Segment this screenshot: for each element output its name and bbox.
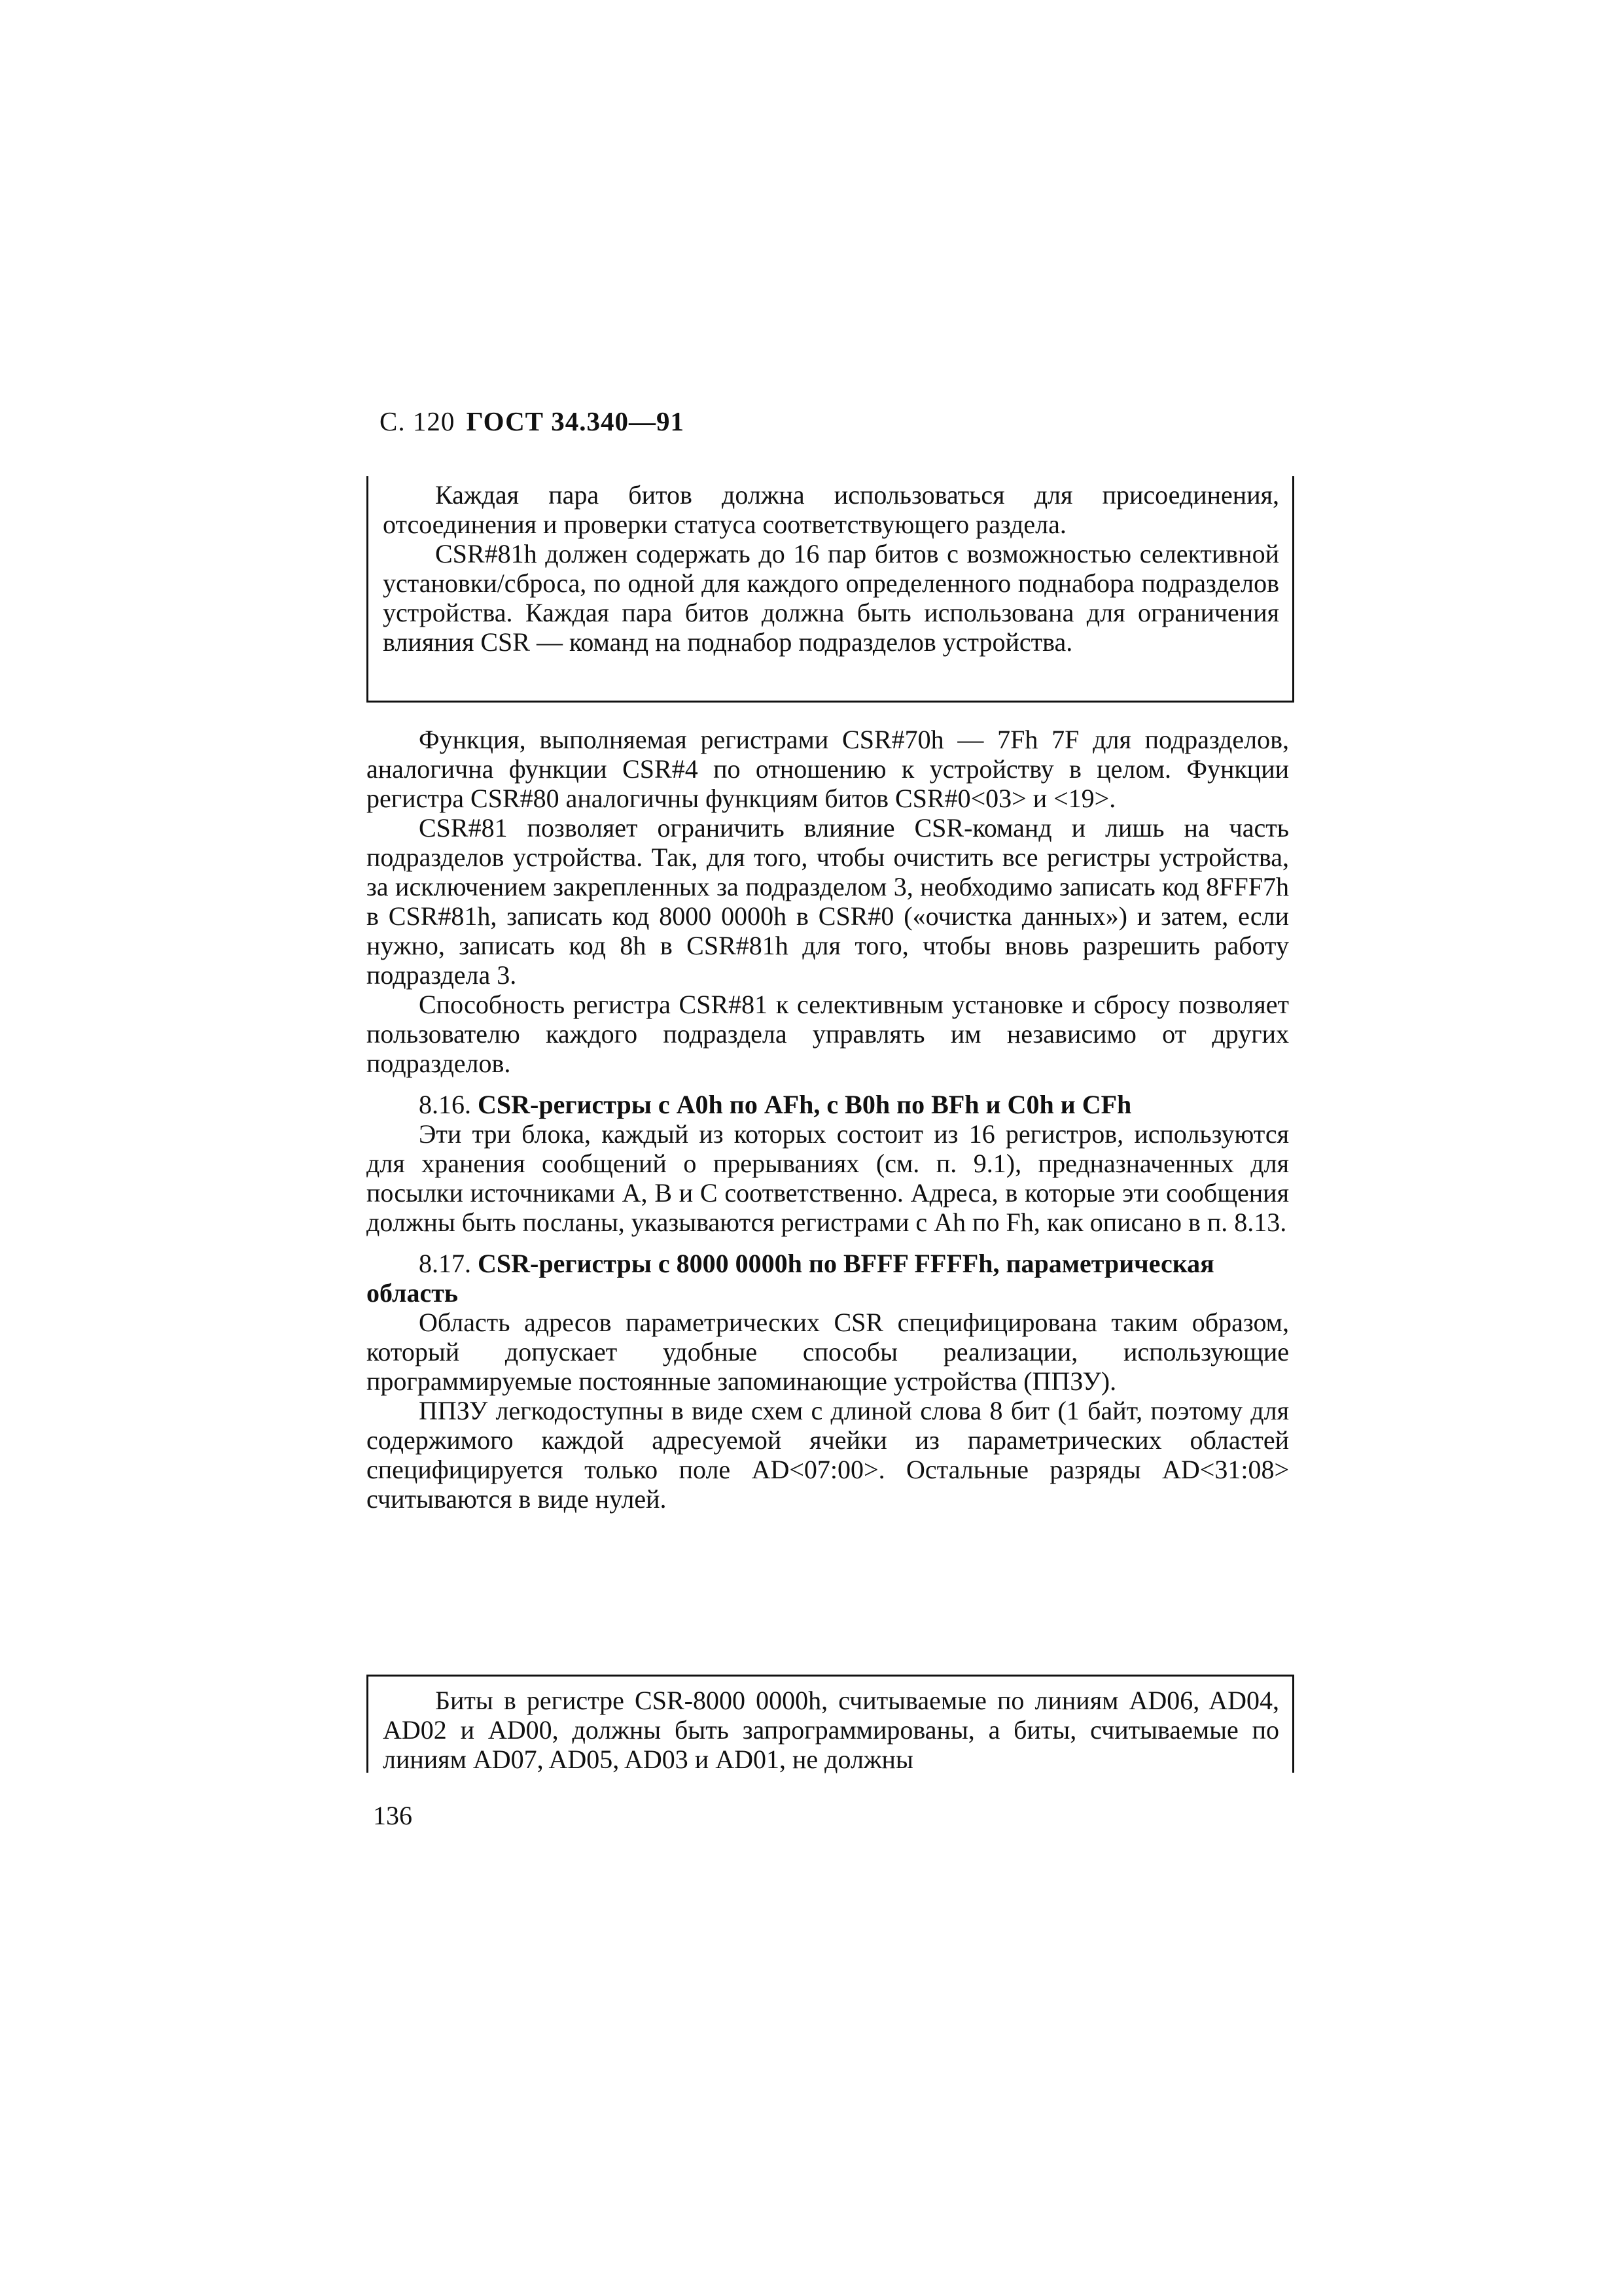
boxed-text-top xyxy=(366,476,1294,703)
section-number: 8.16. xyxy=(419,1090,471,1119)
boxed-text-bottom xyxy=(366,1675,1294,1773)
section-heading-8-16 xyxy=(366,1090,1289,1119)
section-title: CSR-регистры с A0h по AFh, с B0h по BFh и C0h и CFh xyxy=(478,1090,1132,1119)
page-header xyxy=(380,406,684,437)
standard-code: ГОСТ 34.340—91 xyxy=(466,406,685,436)
section-heading-8-17 xyxy=(366,1249,1289,1308)
box-top-paragraph-2: CSR#81h должен содержать до 16 пар битов с возможностью селективной установки/сброса, по одной для каждого определенного поднабора подразделов устройства. Каждая пара битов должна быть использована для ограничения влияния CSR — команд на поднабор подразделов устройства. xyxy=(383,539,1279,657)
paragraph-ppzu: ППЗУ легкодоступны в виде схем с длиной слова 8 бит (1 байт, поэтому для содержимого каждой адресуемой ячейки из параметрических областей специфицируется только поле AD<07:00>. Остальные разряды AD<31:08> считываются в виде нулей. xyxy=(366,1396,1289,1514)
section-title: CSR-регистры с 8000 0000h по BFFF FFFFh, параметрическая область xyxy=(366,1249,1214,1308)
paragraph-interrupt-blocks: Эти три блока, каждый из которых состоит из 16 регистров, используются для хранения сообщений о прерываниях (см. п. 9.1), предназначенных для посылки источниками A, B и C соответственно. Адреса, в которые эти сообщения должны быть посланы, указываются регистрами с Ah по Fh, как описано в п. 8.13. xyxy=(366,1119,1289,1237)
section-number: 8.17. xyxy=(419,1249,471,1278)
main-text xyxy=(366,725,1289,1514)
paragraph-selective: Способность регистра CSR#81 к селективным установке и сбросу позволяет пользователю каждого подраздела управлять им независимо от других подразделов. xyxy=(366,990,1289,1078)
page-label: С. 120 xyxy=(380,406,455,436)
box-top-paragraph-1: Каждая пара битов должна использоваться для присоединения, отсоединения и проверки статуса соответствующего раздела. xyxy=(383,480,1279,539)
paragraph-parametric-area: Область адресов параметрических CSR специфицирована таким образом, который допускает удобные способы реализации, использующие программируемые постоянные запоминающие устройства (ППЗУ). xyxy=(366,1308,1289,1396)
paragraph-csr70: Функция, выполняемая регистрами CSR#70h — 7Fh 7F для подразделов, аналогична функции CSR#4 по отношению к устройству в целом. Функции регистра CSR#80 аналогичны функциям битов CSR#0<03> и <19>. xyxy=(366,725,1289,813)
box-bottom-paragraph: Биты в регистре CSR-8000 0000h, считываемые по линиям AD06, AD04, AD02 и AD00, должны быть запрограммированы, а биты, считываемые по линиям AD07, AD05, AD03 и AD01, не должны xyxy=(383,1686,1279,1774)
paragraph-csr81: CSR#81 позволяет ограничить влияние CSR-команд и лишь на часть подразделов устройства. Так, для того, чтобы очистить все регистры устройства, за исключением закрепленных за подразделом 3, необходимо записать код 8FFF7h в CSR#81h, записать код 8000 0000h в CSR#0 («очистка данных») и затем, если нужно, записать код 8h в CSR#81h для того, чтобы вновь разрешить работу подраздела 3. xyxy=(366,813,1289,990)
page-number: 136 xyxy=(373,1801,412,1830)
